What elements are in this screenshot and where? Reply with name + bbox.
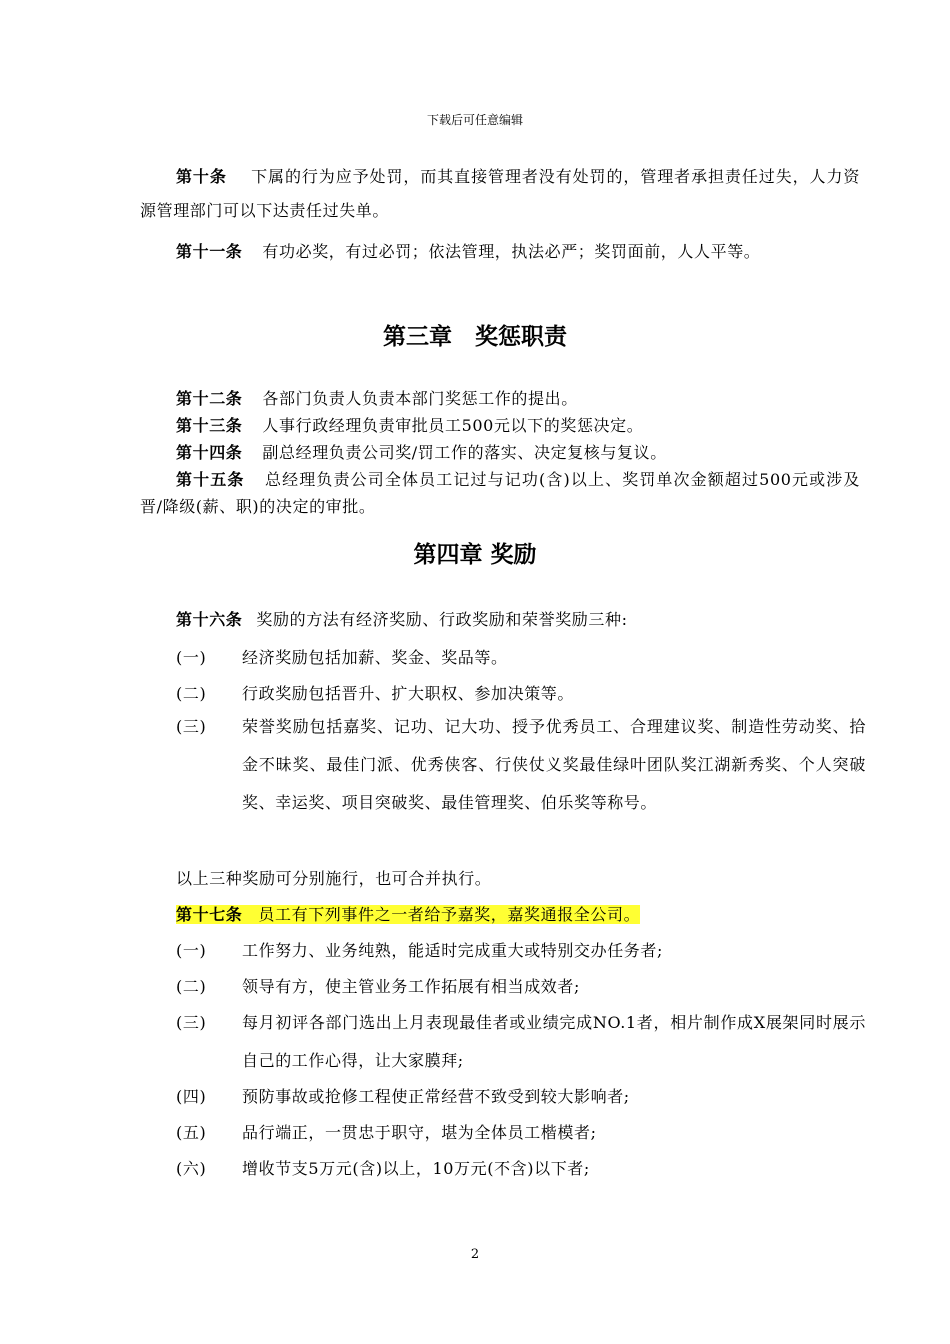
article-14-label: 第十四条: [176, 443, 243, 462]
article-17: [140, 898, 860, 932]
article-11: [140, 235, 860, 269]
list-item: [176, 1004, 866, 1080]
article-17-label: 第十七条: [176, 905, 243, 924]
article-14-text: 副总经理负责公司奖/罚工作的落实、决定复核与复议。: [262, 443, 667, 462]
list-item-number: (四): [176, 1087, 207, 1106]
article-13: [140, 412, 860, 439]
list-item: [176, 675, 866, 712]
article-15-text: 总经理负责公司全体员工记过与记功(含)以上、奖罚单次金额超过500元或涉及晋/降级(薪、职)的决定的审批。: [140, 470, 860, 516]
article-15: [140, 466, 860, 520]
list-item-text: 每月初评各部门选出上月表现最佳者或业绩完成NO.1者，相片制作成X展架同时展示自己的工作心得，让大家膜拜;: [242, 1013, 866, 1070]
list-item: [176, 968, 866, 1005]
list-item-number: (三): [176, 717, 207, 736]
list-item: [176, 1114, 866, 1151]
list-item-text: 荣誉奖励包括嘉奖、记功、记大功、授予优秀员工、合理建议奖、制造性劳动奖、拾金不昧奖、最佳门派、优秀侠客、行侠仗义奖最佳绿叶团队奖江湖新秀奖、个人突破奖、幸运奖、项目突破奖、最佳管理奖、伯乐奖等称号。: [242, 717, 866, 812]
list-item-text: 工作努力、业务纯熟，能适时完成重大或特别交办任务者;: [242, 941, 663, 960]
article-10-text: 下属的行为应予处罚，而其直接管理者没有处罚的，管理者承担责任过失，人力资源管理部门可以下达责任过失单。: [140, 167, 860, 220]
article-10-label: 第十条: [176, 167, 227, 186]
list-item: [176, 708, 866, 822]
list-item-number: (六): [176, 1159, 207, 1178]
list-item: [176, 1150, 866, 1187]
article-12-label: 第十二条: [176, 389, 243, 408]
page-header: 下载后可任意编辑: [426, 113, 523, 127]
list-item-text: 经济奖励包括加薪、奖金、奖品等。: [242, 648, 508, 667]
list-item: [176, 932, 866, 969]
article-16-note: 以上三种奖励可分别施行，也可合并执行。: [176, 869, 492, 888]
article-12-text: 各部门负责人负责本部门奖惩工作的提出。: [262, 389, 578, 408]
list-item-text: 预防事故或抢修工程使正常经营不致受到较大影响者;: [242, 1087, 630, 1106]
list-item-number: (一): [176, 941, 207, 960]
list-item-text: 增收节支5万元(含)以上，10万元(不含)以下者;: [242, 1159, 590, 1178]
article-17-text: 员工有下列事件之一者给予嘉奖，嘉奖通报全公司。: [258, 905, 641, 924]
article-15-label: 第十五条: [176, 470, 245, 489]
list-item-number: (一): [176, 648, 207, 667]
article-11-label: 第十一条: [176, 242, 243, 261]
list-item: [176, 639, 866, 676]
article-13-text: 人事行政经理负责审批员工500元以下的奖惩决定。: [262, 416, 644, 435]
list-item-text: 领导有方，使主管业务工作拓展有相当成效者;: [242, 977, 580, 996]
chapter-3-title: 第三章 奖惩职责: [383, 324, 567, 350]
list-item-number: (三): [176, 1013, 207, 1032]
article-16-label: 第十六条: [176, 610, 243, 629]
page-number: 2: [470, 1247, 480, 1262]
article-12: [140, 385, 860, 412]
chapter-4-title: 第四章 奖励: [413, 542, 537, 568]
article-16-text: 奖励的方法有经济奖励、行政奖励和荣誉奖励三种:: [256, 610, 628, 629]
list-item-number: (二): [176, 977, 207, 996]
list-item-number: (五): [176, 1123, 207, 1142]
article-13-label: 第十三条: [176, 416, 243, 435]
list-item-number: (二): [176, 684, 207, 703]
list-item: [176, 1078, 866, 1115]
article-17-highlight: [176, 905, 640, 924]
article-16: [140, 603, 860, 637]
article-14: [140, 439, 860, 466]
article-11-text: 有功必奖，有过必罚；依法管理，执法必严；奖罚面前，人人平等。: [262, 242, 761, 261]
list-item-text: 品行端正，一贯忠于职守，堪为全体员工楷模者;: [242, 1123, 597, 1142]
article-10: [140, 160, 860, 228]
list-item-text: 行政奖励包括晋升、扩大职权、参加决策等。: [242, 684, 575, 703]
